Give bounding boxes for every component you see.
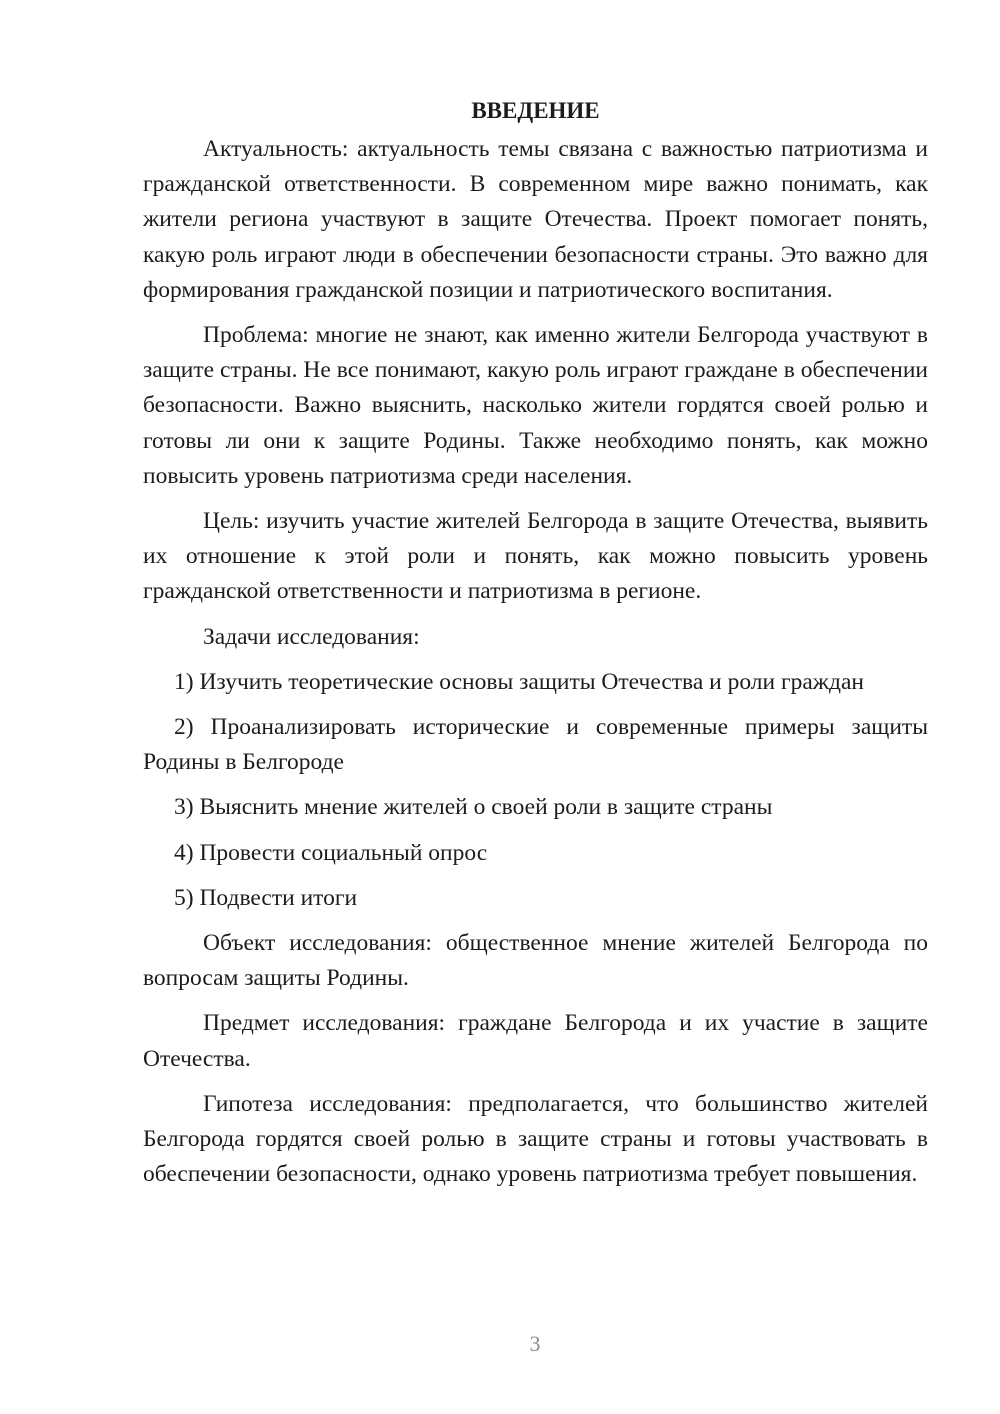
hypothesis-paragraph: Гипотеза исследования: предполагается, что большинство жителей Белгорода гордятся своей ролью в защите страны и готовы участвовать в обеспечении безопасности, однако уровень патриотизма требует повышения. [143,1090,928,1188]
document-page [143,93,928,1192]
goal-paragraph: Цель: изучить участие жителей Белгорода в защите Отечества, выявить их отношение к этой роли и понять, как можно повысить уровень гражданской ответственности и патриотизма в регионе. [143,508,928,605]
task-item: 3) Выяснить мнение жителей о своей роли в защите страны [174,794,773,821]
subject-paragraph: Предмет исследования: граждане Белгорода и их участие в защите Отечества. [143,1010,928,1072]
task-item: 2) Проанализировать исторические и современные примеры защиты Родины в Белгороде [143,714,928,776]
problem-paragraph: Проблема: многие не знают, как именно жители Белгорода участвуют в защите страны. Не все понимают, какую роль играют граждане в обеспечении безопасности. Важно выяснить, насколько жители гордятся своей ролью и готовы ли они к защите Родины. Также необходимо понять, как можно повысить уровень патриотизма среди населения. [143,322,928,489]
tasks-heading: Задачи исследования: [203,623,420,650]
task-item: 1) Изучить теоретические основы защиты Отечества и роли граждан [174,668,864,695]
object-paragraph: Объект исследования: общественное мнение жителей Белгорода по вопросам защиты Родины. [143,930,928,992]
section-title: ВВЕДЕНИЕ [471,98,600,123]
tasks-list [143,665,928,916]
task-item: 4) Провести социальный опрос [174,839,488,866]
page-number: 3 [529,1331,541,1356]
relevance-paragraph: Актуальность: актуальность темы связана с важностью патриотизма и гражданской ответственности. В современном мире важно понимать, как жители региона участвуют в защите Отечества. Проект помогает понять, какую роль играют люди в обеспечении безопасности страны. Это важно для формирования гражданской позиции и патриотического воспитания. [143,136,928,303]
task-item: 5) Подвести итоги [174,884,358,911]
